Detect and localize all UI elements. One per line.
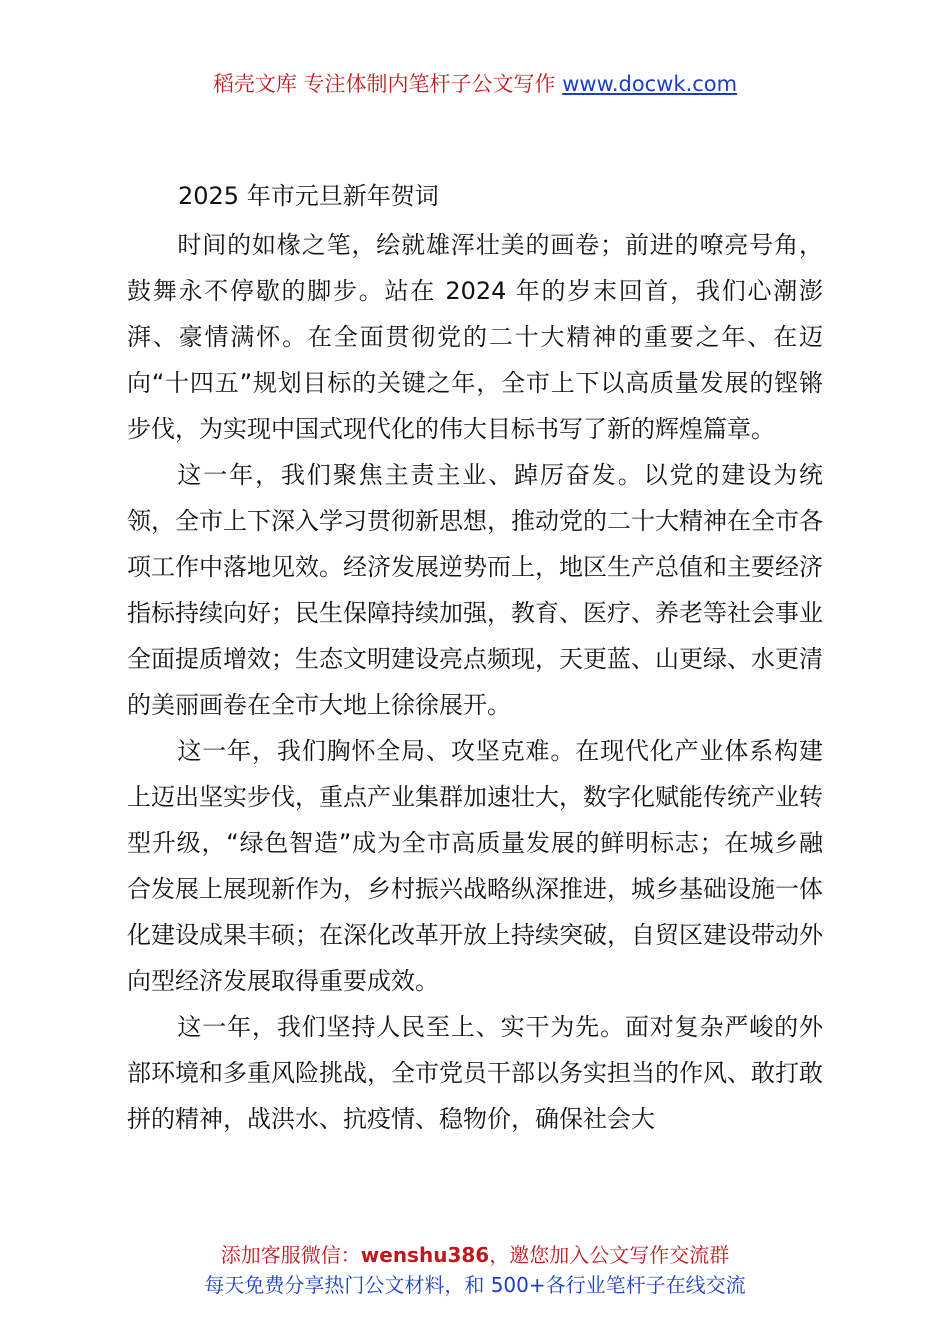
footer-share-line: 每天免费分享热门公文材料，和 500+各行业笔杆子在线交流 <box>204 1273 746 1297</box>
paragraph-4: 这一年，我们坚持人民至上、实干为先。面对复杂严峻的外部环境和多重风险挑战，全市党员干部以务实担当的作风、敢打敢拼的精神，战洪水、抗疫情、稳物价，确保社会大 <box>127 1013 823 1133</box>
footer-wechat-line <box>0 1240 950 1270</box>
document-title: 2025 年市元旦新年贺词 <box>178 182 439 210</box>
promo-footer <box>0 1240 950 1300</box>
document-body <box>127 222 823 1142</box>
paragraph-2: 这一年，我们聚焦主责主业、踔厉奋发。以党的建设为统领，全市上下深入学习贯彻新思想，推动党的二十大精神在全市各项工作中落地见效。经济发展逆势而上，地区生产总值和主要经济指标持续向好；民生保障持续加强，教育、医疗、养老等社会事业全面提质增效；生态文明建设亮点频现，天更蓝、山更绿、水更清的美丽画卷在全市大地上徐徐展开。 <box>127 461 823 719</box>
footer-wechat-suffix: ，邀您加入公文写作交流群 <box>489 1243 730 1267</box>
site-header <box>0 70 950 98</box>
paragraph-1: 时间的如椽之笔，绘就雄浑壮美的画卷；前进的嘹亮号角，鼓舞永不停歇的脚步。站在 2024 年的岁末回首，我们心潮澎湃、豪情满怀。在全面贯彻党的二十大精神的重要之年、在迈向“十四五”规划目标的关键之年，全市上下以高质量发展的铿锵步伐，为实现中国式现代化的伟大目标书写了新的辉煌篇章。 <box>127 231 823 443</box>
footer-wechat-prefix: 添加客服微信： <box>220 1243 361 1267</box>
footer-wechat-id: wenshu386 <box>360 1243 490 1267</box>
paragraph-3: 这一年，我们胸怀全局、攻坚克难。在现代化产业体系构建上迈出坚实步伐，重点产业集群加速壮大，数字化赋能传统产业转型升级，“绿色智造”成为全市高质量发展的鲜明标志；在城乡融合发展上展现新作为，乡村振兴战略纵深推进，城乡基础设施一体化建设成果丰硕；在深化改革开放上持续突破，自贸区建设带动外向型经济发展取得重要成效。 <box>127 737 823 995</box>
site-link[interactable]: www.docwk.com <box>562 72 738 96</box>
site-brand-text: 稻壳文库 专注体制内笔杆子公文写作 <box>212 72 563 96</box>
